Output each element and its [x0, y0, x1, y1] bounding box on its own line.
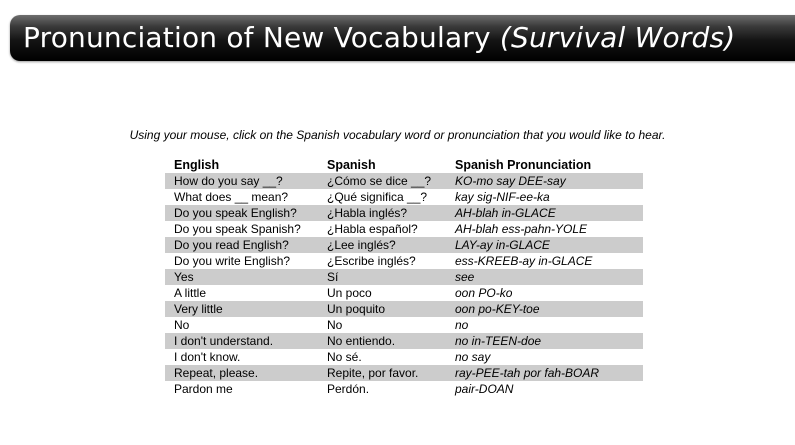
- pronunciation-cell[interactable]: no in-TEEN-doe: [446, 333, 643, 349]
- english-cell: Do you write English?: [174, 254, 291, 268]
- table-row: [165, 253, 643, 269]
- pronunciation-cell[interactable]: pair-DOAN: [455, 382, 514, 396]
- instructions: Using your mouse, click on the Spanish vocabulary word or pronunciation that you would like to hear.: [129, 128, 666, 142]
- english-cell: Do you read English?: [165, 237, 318, 253]
- table-row: [165, 285, 643, 301]
- table-row: [165, 333, 643, 349]
- table-row: [165, 301, 643, 317]
- column-header-spanish: Spanish: [327, 157, 376, 172]
- pronunciation-cell[interactable]: kay sig-NIF-ee-ka: [455, 190, 550, 204]
- spanish-word-cell[interactable]: No sé.: [327, 350, 362, 364]
- english-cell: How do you say __?: [165, 173, 318, 189]
- spanish-word-cell[interactable]: Repite, por favor.: [318, 365, 446, 381]
- spanish-word-cell[interactable]: Sí: [318, 269, 446, 285]
- spanish-word-cell[interactable]: Un poquito: [318, 301, 446, 317]
- pronunciation-cell[interactable]: LAY-ay in-GLACE: [446, 237, 643, 253]
- table-row: [165, 221, 643, 237]
- english-cell: Repeat, please.: [165, 365, 318, 381]
- pronunciation-cell[interactable]: no: [455, 318, 469, 332]
- spanish-word-cell[interactable]: No entiendo.: [318, 333, 446, 349]
- table-row: [165, 349, 643, 365]
- spanish-word-cell[interactable]: ¿Qué significa __?: [327, 190, 428, 204]
- table-row: [165, 237, 643, 253]
- english-cell: No: [174, 318, 190, 332]
- english-cell: A little: [174, 286, 207, 300]
- spanish-word-cell[interactable]: ¿Habla español?: [327, 222, 418, 236]
- pronunciation-cell[interactable]: ray-PEE-tah por fah-BOAR: [446, 365, 643, 381]
- vocabulary-table: [165, 156, 643, 397]
- column-header-pronunciation: Spanish Pronunciation: [455, 157, 592, 172]
- spanish-word-cell[interactable]: ¿Lee inglés?: [318, 237, 446, 253]
- page-title-subtitle: (Survival Words): [499, 21, 736, 54]
- pronunciation-cell[interactable]: AH-blah ess-pahn-YOLE: [455, 222, 588, 236]
- table-row: [165, 269, 643, 285]
- spanish-word-cell[interactable]: No: [327, 318, 343, 332]
- spanish-word-cell[interactable]: ¿Cómo se dice __?: [318, 173, 446, 189]
- spanish-word-cell[interactable]: Un poco: [327, 286, 372, 300]
- english-cell: I don't understand.: [165, 333, 318, 349]
- pronunciation-cell[interactable]: no say: [455, 350, 491, 364]
- table-row: [165, 205, 643, 221]
- spanish-word-cell[interactable]: ¿Escribe inglés?: [327, 254, 416, 268]
- pronunciation-cell[interactable]: AH-blah in-GLACE: [446, 205, 643, 221]
- table-row: [165, 381, 643, 397]
- english-cell: I don't know.: [174, 350, 241, 364]
- table-row: [165, 173, 643, 189]
- english-cell: Very little: [165, 301, 318, 317]
- table-header-row: [165, 156, 643, 173]
- pronunciation-cell[interactable]: oon po-KEY-toe: [446, 301, 643, 317]
- english-cell: Yes: [165, 269, 318, 285]
- page-title-main: Pronunciation of New Vocabulary: [23, 21, 500, 54]
- pronunciation-cell[interactable]: see: [446, 269, 643, 285]
- table-row: [165, 189, 643, 205]
- table-row: [165, 365, 643, 381]
- pronunciation-cell[interactable]: oon PO-ko: [455, 286, 513, 300]
- english-cell: What does __ mean?: [174, 190, 289, 204]
- pronunciation-cell[interactable]: ess-KREEB-ay in-GLACE: [455, 254, 593, 268]
- english-cell: Do you speak Spanish?: [174, 222, 301, 236]
- table-body: [165, 173, 643, 397]
- column-header-english: English: [174, 157, 220, 172]
- spanish-word-cell[interactable]: ¿Habla inglés?: [318, 205, 446, 221]
- english-cell: Pardon me: [174, 382, 233, 396]
- english-cell: Do you speak English?: [165, 205, 318, 221]
- spanish-word-cell[interactable]: Perdón.: [327, 382, 370, 396]
- pronunciation-cell[interactable]: KO-mo say DEE-say: [446, 173, 643, 189]
- page-title: [23, 21, 735, 55]
- table-row: [165, 317, 643, 333]
